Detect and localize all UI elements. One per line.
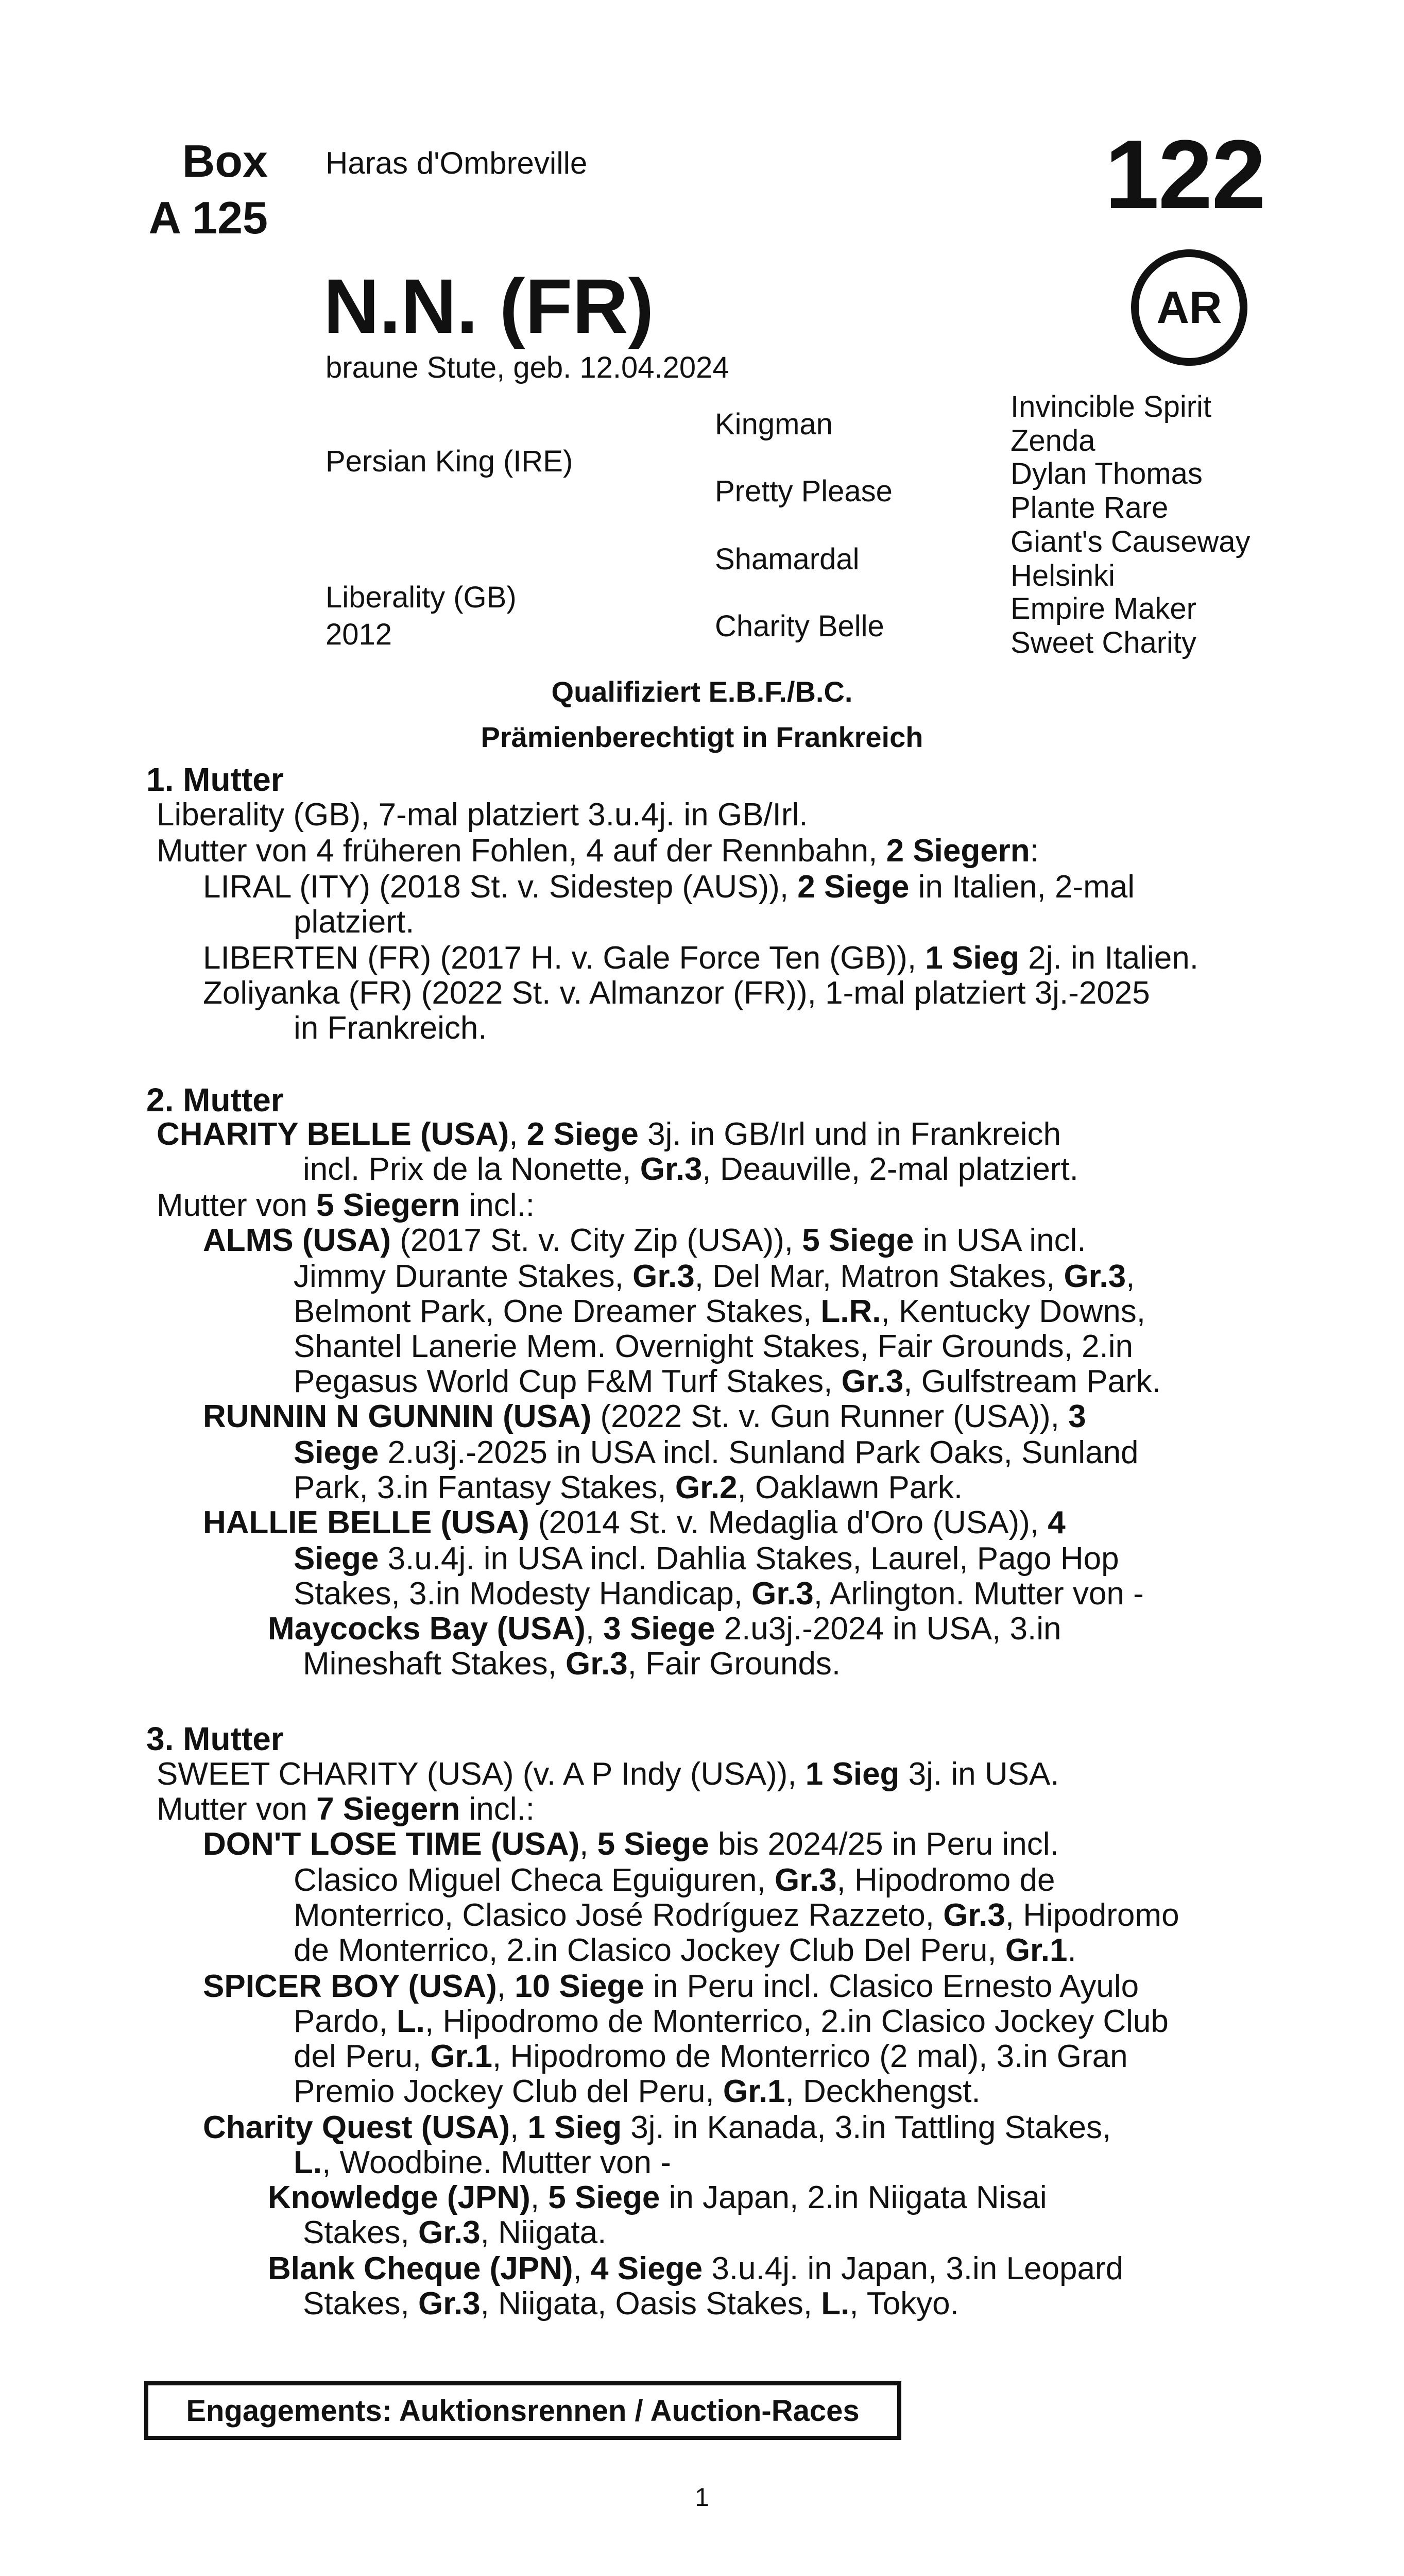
text-line [294,2004,1169,2039]
text-segment: , Hipodromo [1005,1897,1179,1933]
text-segment: Stakes, 3.in Modesty Handicap, [294,1576,752,1612]
text-segment: Gr.1 [723,2074,785,2109]
text-segment: Premio Jockey Club del Peru, [294,2074,723,2109]
text-segment: in Japan, 2.in Niigata Nisai [660,2180,1047,2215]
text-segment: in Italien, 2-mal [909,869,1135,905]
text-line [157,798,808,833]
text-line [268,2180,1047,2215]
pedigree-grandparent: Shamardal [715,543,860,576]
text-line [203,1969,1139,2004]
text-segment: Gr.3 [1064,1259,1126,1294]
text-line [294,1541,1119,1577]
box-label: Box [182,135,268,187]
text-line [157,1757,1059,1792]
text-segment: Siege [294,1435,379,1470]
text-line [203,941,1198,976]
text-segment: Gr.3 [418,2215,481,2250]
text-line [294,1294,1145,1329]
text-segment: L. [294,2145,322,2180]
text-line [294,1259,1135,1294]
text-segment: Stakes, [303,2286,418,2321]
pedigree-great-grandparent: Zenda [1011,424,1095,457]
page-number: 1 [695,2483,709,2512]
text-segment: Shantel Lanerie Mem. Overnight Stakes, Fair Grounds, 2.in [294,1329,1134,1364]
text-line [294,1011,487,1046]
text-line [294,2074,981,2109]
text-segment: LIBERTEN (FR) (2017 H. v. Gale Force Ten (GB)), [203,940,926,976]
lot-number: 122 [1104,120,1265,229]
text-segment: , Del Mar, Matron Stakes, [694,1259,1064,1294]
ar-badge [1131,249,1247,366]
engagements-box [144,2381,901,2440]
text-segment: 1 Sieg [527,2110,622,2145]
text-segment: , [1126,1259,1135,1294]
text-segment: 2.u3j.-2024 in USA, 3.in [715,1611,1061,1647]
text-segment: in Peru incl. Clasico Ernesto Ayulo [644,1969,1139,2004]
text-segment: Jimmy Durante Stakes, [294,1259,633,1294]
text-segment: , [573,2251,591,2286]
text-segment: 3j. in GB/Irl und in Frankreich [638,1116,1061,1152]
pedigree-great-grandparent: Invincible Spirit [1011,390,1212,423]
text-segment: , [579,1826,597,1862]
text-segment: L.R. [820,1294,881,1329]
text-segment: Maycocks Bay (USA) [268,1611,586,1647]
seller-name: Haras d'Ombreville [326,146,588,180]
qualification-premium: Prämienberechtigt in Frankreich [481,721,923,753]
text-line [294,2039,1128,2074]
text-segment: , Hipodromo de [836,1862,1055,1898]
text-segment: Mineshaft Stakes, [303,1646,566,1682]
text-line [203,1223,1086,1258]
text-segment: incl.: [460,1188,535,1223]
text-segment: 10 Siege [515,1969,644,2004]
text-segment: , [585,1611,604,1647]
text-segment: . [1067,1933,1076,1968]
text-segment: bis 2024/25 in Peru incl. [709,1826,1059,1862]
pedigree-great-grandparent: Dylan Thomas [1011,457,1203,490]
text-line [157,834,1039,869]
text-segment: , Fair Grounds. [627,1646,841,1682]
text-segment: 1 Sieg [925,940,1019,976]
text-segment: DON'T LOSE TIME (USA) [203,1826,580,1862]
text-line [157,1117,1061,1152]
first-dam-title: 1. Mutter [146,761,284,798]
text-segment: , [509,1116,527,1152]
text-line [294,1329,1133,1364]
text-segment: Gr.3 [751,1576,814,1612]
text-segment: 2 Siege [797,869,910,905]
text-line [303,1152,1078,1187]
text-line [268,2251,1123,2286]
text-segment: Pardo, [294,2004,397,2039]
ar-badge-label: AR [1156,282,1222,333]
pedigree-great-grandparent: Helsinki [1011,559,1116,592]
pedigree-sire: Persian King (IRE) [326,445,573,478]
text-segment: , Deauville, 2-mal platziert. [702,1151,1078,1187]
pedigree-great-grandparent: Sweet Charity [1011,626,1197,659]
text-segment: (2014 St. v. Medaglia d'Oro (USA)), [529,1505,1048,1540]
text-line [203,1399,1086,1434]
text-segment: Charity Quest (USA) [203,2110,510,2145]
text-segment: CHARITY BELLE (USA) [157,1116,509,1152]
text-segment: , Tokyo. [849,2286,959,2321]
text-segment: , [509,2110,528,2145]
text-segment: 5 Siege [802,1223,914,1258]
text-segment: 4 Siege [591,2251,703,2286]
text-line [294,1577,1144,1612]
text-segment: 5 Siege [597,1826,709,1862]
pedigree-great-grandparent: Giant's Causeway [1011,525,1251,558]
horse-description: braune Stute, geb. 12.04.2024 [326,351,729,384]
text-segment: del Peru, [294,2039,431,2074]
text-segment: 1 Sieg [805,1756,900,1792]
text-segment: , Arlington. Mutter von - [813,1576,1144,1612]
text-segment: , Gulfstream Park. [903,1364,1161,1399]
text-segment: SPICER BOY (USA) [203,1969,497,2004]
text-segment: Gr.1 [430,2039,493,2074]
text-segment: 3j. in USA. [899,1756,1059,1792]
text-line [203,976,1150,1011]
text-segment: Gr.3 [943,1897,1005,1933]
text-segment: Gr.3 [640,1151,703,1187]
text-line [303,2286,959,2321]
text-line [294,2145,671,2180]
text-segment: 3 Siege [603,1611,715,1647]
second-dam-title: 2. Mutter [146,1081,284,1118]
text-line [268,1612,1061,1647]
text-segment: Liberality (GB), 7-mal platziert 3.u.4j. in GB/Irl. [157,797,808,833]
text-segment: RUNNIN N GUNNIN (USA) [203,1399,592,1434]
text-segment: Gr.2 [675,1470,738,1505]
text-line [203,1505,1066,1540]
text-segment: 2j. in Italien. [1019,940,1198,976]
text-segment: Mutter von [157,1791,317,1827]
text-segment: 5 Siege [548,2180,660,2215]
text-segment: Siege [294,1541,379,1577]
text-segment: L. [396,2004,425,2039]
text-segment: Gr.3 [632,1259,695,1294]
text-segment: 2.u3j.-2025 in USA incl. Sunland Park Oaks, Sunland [379,1435,1139,1470]
pedigree-grandparent: Pretty Please [715,474,893,508]
engagements-label: Engagements: Auktionsrennen / Auction-Races [186,2394,860,2428]
text-segment: , Niigata, Oasis Stakes, [480,2286,821,2321]
text-line [294,1863,1055,1898]
text-segment: L. [821,2286,850,2321]
text-line [294,905,414,940]
text-line [294,1435,1139,1470]
text-segment: Knowledge (JPN) [268,2180,530,2215]
text-segment: Gr.3 [566,1646,628,1682]
text-line [294,1470,963,1505]
text-segment: 3 [1068,1399,1086,1434]
text-segment: Blank Cheque (JPN) [268,2251,573,2286]
text-segment: , Oaklawn Park. [737,1470,963,1505]
text-segment: , Niigata. [480,2215,607,2250]
text-segment: incl. Prix de la Nonette, [303,1151,640,1187]
text-segment: Stakes, [303,2215,418,2250]
text-line [294,1364,1161,1399]
text-line [157,1792,535,1827]
text-segment: 4 [1048,1505,1066,1540]
text-segment: (2022 St. v. Gun Runner (USA)), [591,1399,1069,1434]
horse-name: N.N. (FR) [323,263,654,349]
text-segment: 3.u.4j. in Japan, 3.in Leopard [703,2251,1124,2286]
text-line [157,1188,535,1223]
text-segment: Monterrico, Clasico José Rodríguez Razzeto, [294,1897,944,1933]
text-segment: de Monterrico, 2.in Clasico Jockey Club Del Peru, [294,1933,1005,1968]
text-segment: Gr.1 [1005,1933,1068,1968]
text-segment: Mutter von 4 früheren Fohlen, 4 auf der Rennbahn, [157,833,886,869]
text-line [203,870,1135,905]
text-segment: Park, 3.in Fantasy Stakes, [294,1470,675,1505]
text-segment: , Hipodromo de Monterrico, 2.in Clasico Jockey Club [425,2004,1169,2039]
pedigree-great-grandparent: Empire Maker [1011,592,1196,625]
text-line [294,1898,1179,1933]
text-segment: in Frankreich. [294,1010,487,1046]
text-segment: , Hipodromo de Monterrico (2 mal), 3.in Gran [492,2039,1128,2074]
text-segment: Pegasus World Cup F&M Turf Stakes, [294,1364,842,1399]
text-segment: HALLIE BELLE (USA) [203,1505,529,1540]
text-segment: Belmont Park, One Dreamer Stakes, [294,1294,821,1329]
text-segment: Gr.3 [418,2286,481,2321]
text-segment: Clasico Miguel Checa Eguiguren, [294,1862,775,1898]
text-line [203,1827,1059,1862]
text-segment: , Kentucky Downs, [881,1294,1145,1329]
text-segment: in USA incl. [914,1223,1086,1258]
pedigree-grandparent: Kingman [715,408,833,441]
text-segment: , Deckhengst. [785,2074,981,2109]
text-segment: 3.u.4j. in USA incl. Dahlia Stakes, Laurel, Pago Hop [379,1541,1119,1577]
pedigree-dam-year: 2012 [326,618,392,651]
text-segment: LIRAL (ITY) (2018 St. v. Sidestep (AUS)), [203,869,798,905]
pedigree-dam: Liberality (GB) [326,581,517,614]
box-number: A 125 [148,192,268,243]
pedigree-great-grandparent: Plante Rare [1011,491,1169,524]
text-segment: incl.: [460,1791,535,1827]
pedigree-grandparent: Charity Belle [715,609,884,643]
text-line [303,2215,606,2250]
text-segment: Zoliyanka (FR) (2022 St. v. Almanzor (FR)), 1-mal platziert 3j.-2025 [203,975,1150,1011]
qualification-ebf: Qualifiziert E.B.F./B.C. [551,675,853,708]
text-line [303,1647,841,1682]
text-line [203,2110,1111,2145]
text-line [294,1933,1076,1968]
third-dam-title: 3. Mutter [146,1720,284,1757]
text-segment: (2017 St. v. City Zip (USA)), [391,1223,802,1258]
text-segment: Mutter von [157,1188,317,1223]
text-segment: 2 Siegern [886,833,1030,869]
text-segment: 7 Siegern [316,1791,460,1827]
text-segment: SWEET CHARITY (USA) (v. A P Indy (USA)), [157,1756,806,1792]
text-segment: 5 Siegern [316,1188,460,1223]
text-segment: , [496,1969,515,2004]
text-segment: 2 Siege [526,1116,639,1152]
text-segment: , Woodbine. Mutter von - [322,2145,671,2180]
text-segment: , [530,2180,549,2215]
text-segment: 3j. in Kanada, 3.in Tattling Stakes, [622,2110,1111,2145]
text-segment: Gr.3 [774,1862,837,1898]
text-segment: : [1030,833,1039,869]
text-segment: ALMS (USA) [203,1223,391,1258]
text-segment: Gr.3 [841,1364,904,1399]
text-segment: platziert. [294,904,415,940]
